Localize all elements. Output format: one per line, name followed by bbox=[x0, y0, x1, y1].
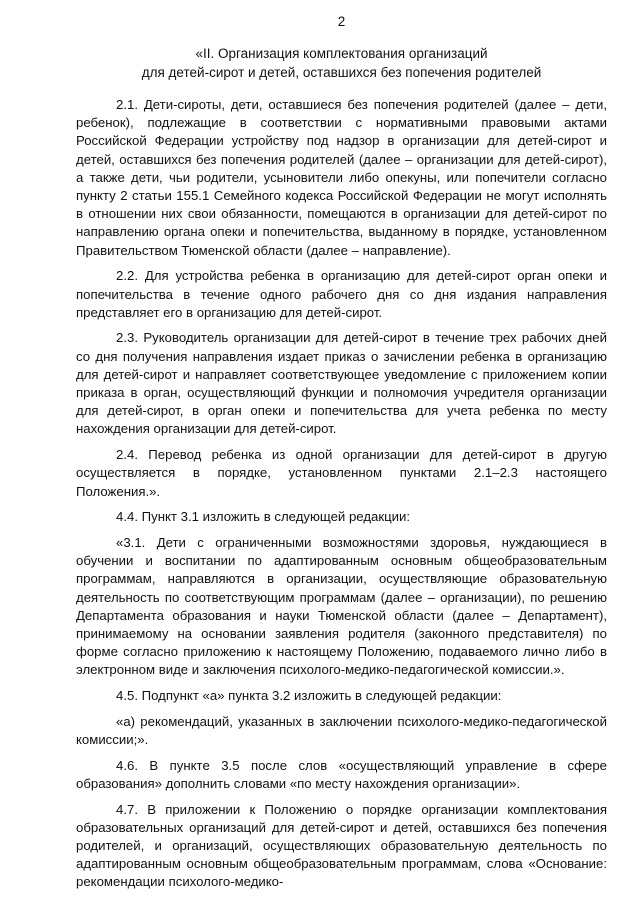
paragraph-4-6: 4.6. В пункте 3.5 после слов «осуществляющий управление в сфере образования» дополнить словами «по месту нахождения организации». bbox=[76, 757, 607, 791]
section-heading-line-1: «II. Организация комплектования организаций bbox=[195, 46, 488, 61]
section-heading bbox=[76, 44, 607, 82]
paragraph-2-4: 2.4. Перевод ребенка из одной организации для детей-сирот в другую осуществляется в порядке, установленном пунктами 2.1–2.3 настоящего Положения.». bbox=[76, 447, 607, 499]
paragraph-2-2: 2.2. Для устройства ребенка в организацию для детей-сирот орган опеки и попечительства в течение одного рабочего дня со дня издания направления представляет его в организацию для детей-сирот. bbox=[76, 268, 607, 320]
section-heading-line-2: для детей-сирот и детей, оставшихся без попечения родителей bbox=[141, 65, 542, 80]
page-number: 2 bbox=[337, 14, 346, 29]
paragraph-3-1: «3.1. Дети с ограниченными возможностями здоровья, нуждающиеся в обучении и воспитании по адаптированным основным общеобразовательным программам, направляются в организации, осуществляющие образовательную деятельность по соответствующим программам (далее – организации), по решению Департамента образования и науки Тюменской области (далее – Департамент), принимаемому на основании заявления родителя (законного представителя) по форме согласно приложению к настоящему Положению, подаваемого лично либо в электронном виде и заключения психолого-медико-педагогической комиссии.». bbox=[76, 534, 607, 678]
paragraph-4-5: 4.5. Подпункт «а» пункта 3.2 изложить в следующей редакции: bbox=[116, 688, 502, 704]
paragraph-4-4: 4.4. Пункт 3.1 изложить в следующей редакции: bbox=[116, 509, 411, 525]
paragraph-2-1: 2.1. Дети-сироты, дети, оставшиеся без попечения родителей (далее – дети, ребенок), подлежащие в соответствии с нормативными правовыми актами Российской Федерации устройству под надзор в организации для детей-сирот и детей, оставшихся без попечения родителей (далее – организации для детей-сирот), а также дети, чьи родители, усыновители либо опекуны, или попечители согласно пункту 2 статьи 155.1 Семейного кодекса Российской Федерации не могут исполнять в отношении них свои обязанности, помещаются в организации для детей-сирот по направлению органа опеки и попечительства, выданному в порядке, установленном Правительством Тюменской области (далее – направление). bbox=[76, 97, 607, 258]
paragraph-4-7: 4.7. В приложении к Положению о порядке организации комплектования образовательных организаций для детей-сирот и детей, оставшихся без попечения родителей, и организаций, осуществляющих образовательную деятельность по адаптированным основным общеобразовательным программам, слова «Основание: рекомендации психолого-медико- bbox=[76, 801, 607, 890]
paragraph-subitem-a: «а) рекомендаций, указанных в заключении психолого-медико-педагогической комиссии;». bbox=[76, 713, 607, 747]
paragraph-2-3: 2.3. Руководитель организации для детей-сирот в течение трех рабочих дней со дня получения направления издает приказ о зачислении ребенка в организацию для детей-сирот и направляет соответствующее уведомление с приложением копии приказа в орган, осуществляющий функции и полномочия учредителя организации для детей-сирот, в орган опеки и попечительства для учета ребенка по месту нахождения организации для детей-сирот. bbox=[76, 330, 607, 437]
